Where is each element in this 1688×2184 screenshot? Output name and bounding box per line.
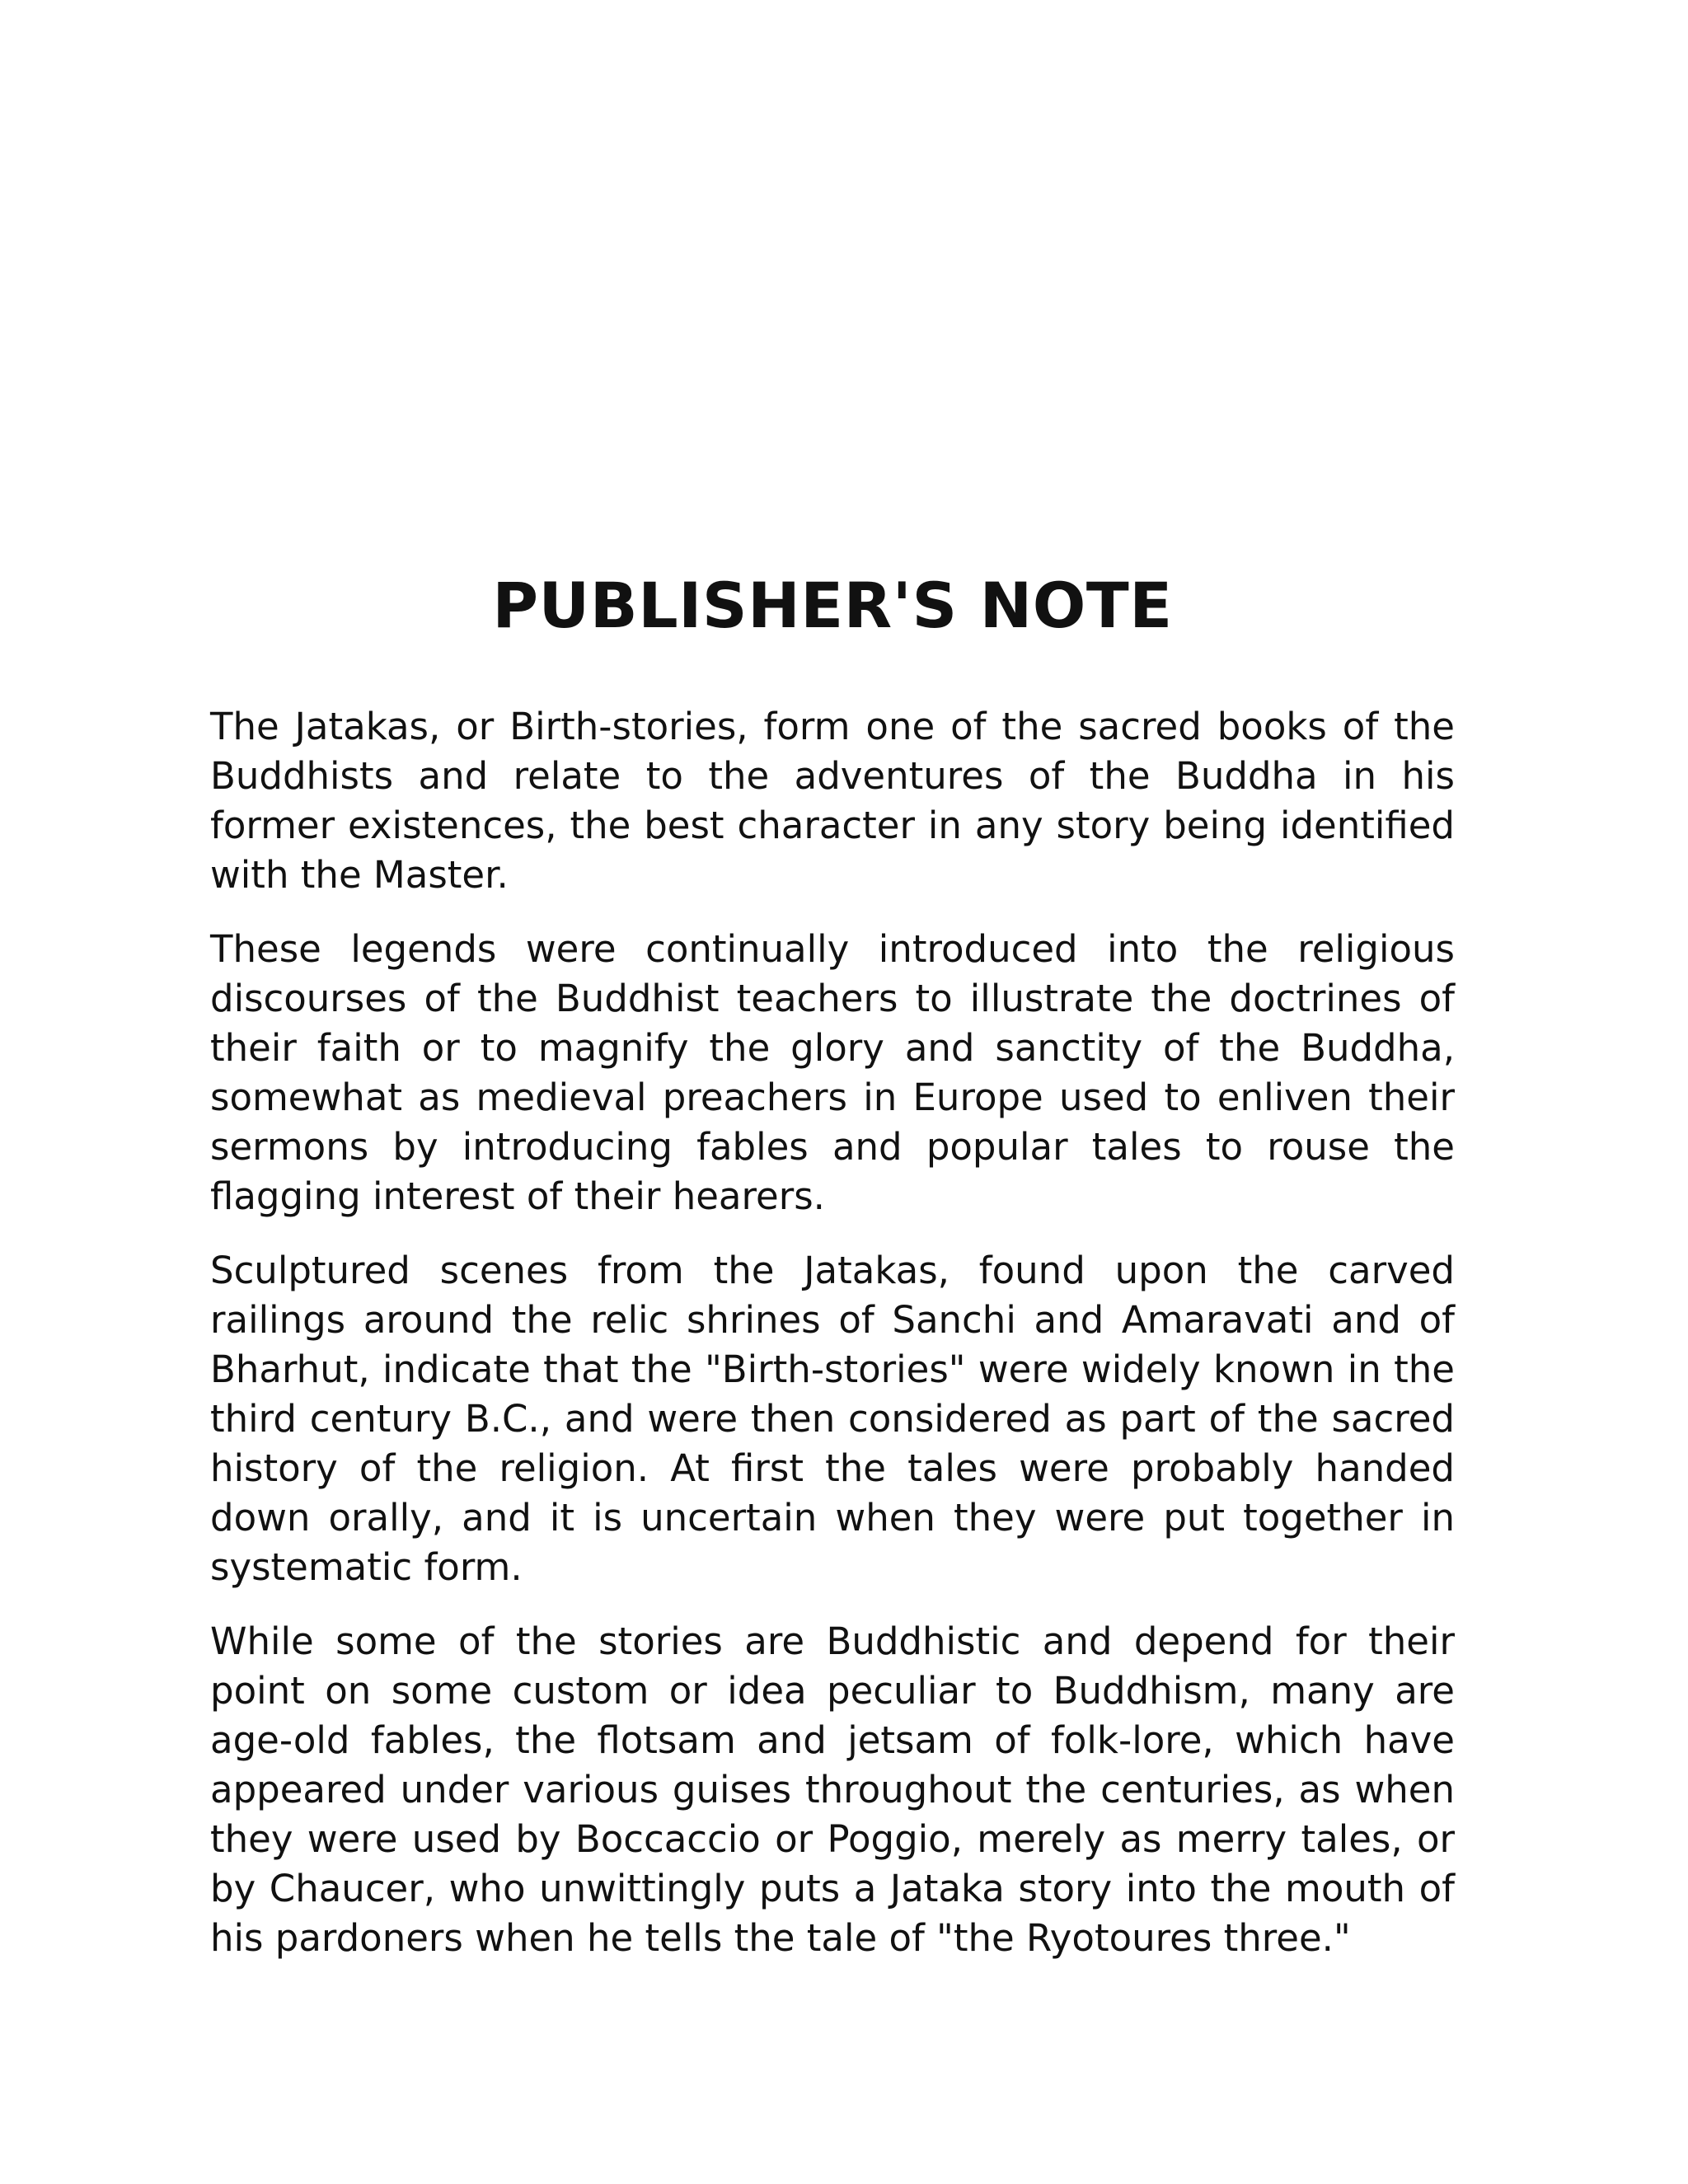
paragraph-4: While some of the stories are Buddhistic and depend for their point on some custom or idea peculiar to Buddhism, many are age-old fables, the flotsam and jetsam of folk-lore, which have appeared under various guises throughout the centuries, as when they were used by Boccaccio or Poggio, merely as merry tales, or by Chaucer, who unwittingly puts a Jataka story into the mouth of his pardoners when he tells the tale of "the Ryotoures three."	[210, 1619, 1455, 1960]
paragraph-2: These legends were continually introduced into the religious discourses of the Buddhist teachers to illustrate the doctrines of their faith or to magnify the glory and sanctity of the Buddha, somewhat as medieval preachers in Europe used to enliven their sermons by introducing fables and popular tales to rouse the flagging interest of their hearers.	[210, 927, 1455, 1218]
page-title: PUBLISHER'S NOTE	[492, 569, 1173, 642]
paragraph-3: Sculptured scenes from the Jatakas, found upon the carved railings around the relic shrines of Sanchi and Amaravati and of Bharhut, indicate that the "Birth-stories" were widely known in the third century B.C., and were then considered as part of the sacred history of the religion. At first the tales were probably handed down orally, and it is uncertain when they were put together in systematic form.	[210, 1249, 1455, 1589]
paragraph-1: The Jatakas, or Birth-stories, form one of the sacred books of the Buddhists and relate to the adventures of the Buddha in his former existences, the best character in any story being identified with the Master.	[210, 705, 1455, 897]
body-text	[210, 702, 1455, 1988]
